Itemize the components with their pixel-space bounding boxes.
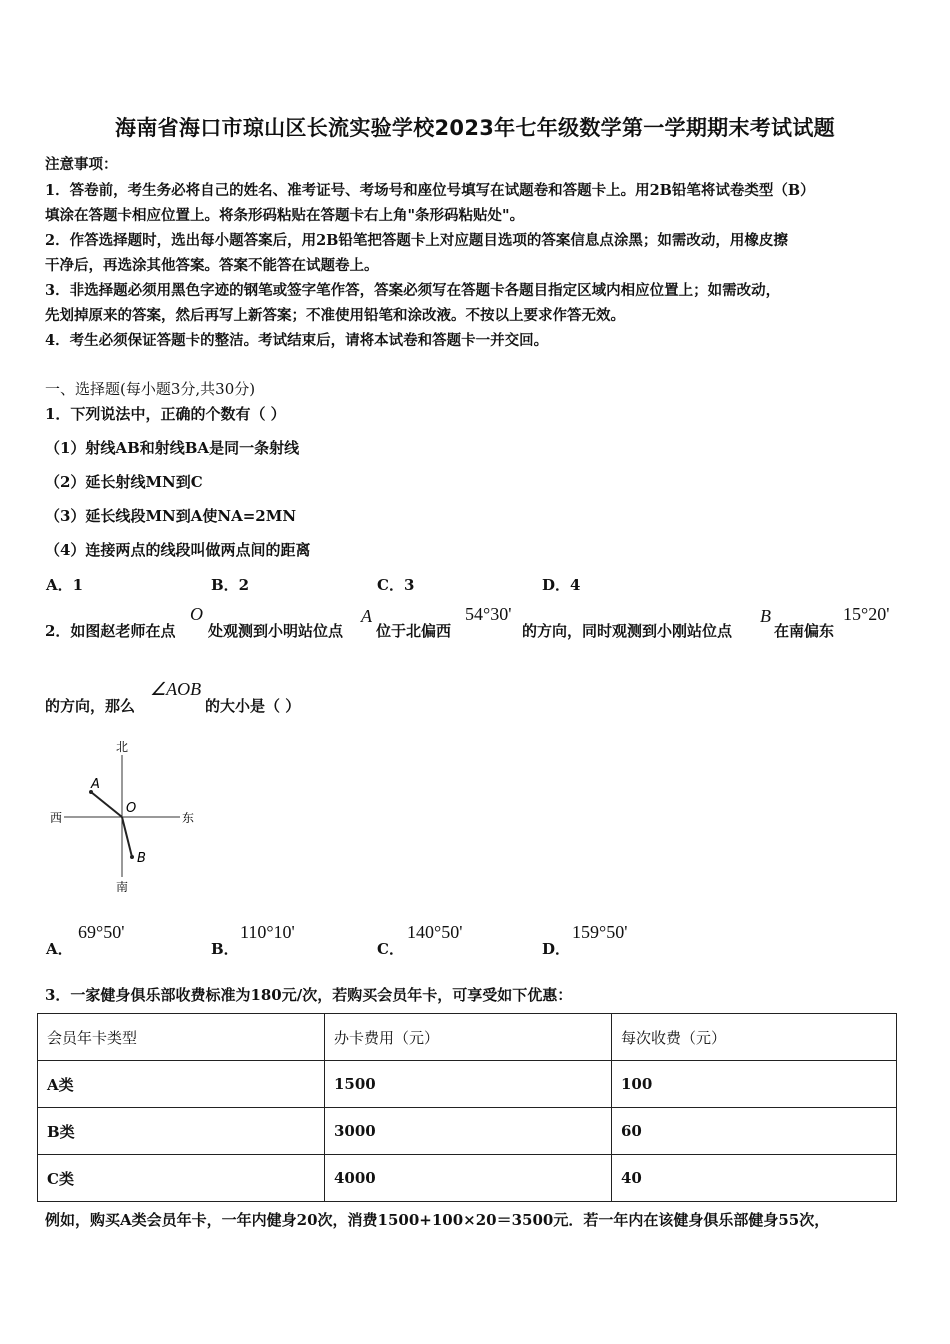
table-cell: C类 (38, 1155, 325, 1202)
q2-option-c-value: 140°50' (407, 922, 463, 942)
table-row (38, 1108, 897, 1155)
q2-angle-1: 54°30' (465, 604, 512, 624)
table-cell: 4000 (325, 1155, 612, 1202)
q2-text-3: 位于北偏西 (376, 622, 452, 640)
q1-option-a: A．1 (46, 576, 84, 594)
note-line: 4．考生必须保证答题卡的整洁。考试结束后，请将本试卷和答题卡一并交回。 (45, 332, 549, 349)
table-cell: 3000 (325, 1108, 612, 1155)
q2-text-1: 2．如图赵老师在点 (45, 622, 176, 640)
east-label: 东 (182, 811, 195, 825)
q2-text-6: 的方向，那么 (45, 697, 136, 715)
q1-option-c: C．3 (377, 576, 415, 594)
table-cell: 60 (612, 1108, 897, 1155)
q2-angle-name: ∠AOB (150, 679, 202, 699)
q2-option-a-value: 69°50' (78, 922, 125, 942)
q2-option-b-value: 110°10' (240, 922, 295, 942)
q2-option-a-letter: A． (46, 940, 73, 958)
table-cell: B类 (38, 1108, 325, 1155)
origin-label: O (126, 801, 137, 816)
west-label: 西 (50, 811, 63, 825)
q2-option-c-letter: C． (377, 940, 404, 958)
table-cell: 40 (612, 1155, 897, 1202)
q1-option-b: B．2 (211, 576, 250, 594)
note-line: 3．非选择题必须用黑色字迹的钢笔或签字笔作答，答案必须写在答题卡各题目指定区域内相应位置上；如需改动， (45, 282, 781, 299)
table-cell: A类 (38, 1061, 325, 1108)
table-row (38, 1061, 897, 1108)
fee-table (37, 1013, 897, 1202)
q2-text-5: 在南偏东 (774, 622, 835, 640)
q2-point-a: A (361, 606, 372, 626)
table-cell: 1500 (325, 1061, 612, 1108)
q2-option-d-letter: D． (542, 940, 571, 958)
point-b-label: B (137, 851, 146, 866)
north-label: 北 (116, 740, 129, 754)
note-line: 先划掉原来的答案，然后再写上新答案；不准使用铅笔和涂改液。不按以上要求作答无效。 (45, 307, 625, 324)
q2-point-o: O (190, 604, 203, 624)
q1-item: （2）延长射线MN到C (45, 473, 203, 491)
point-a-label: A (91, 777, 100, 792)
q3-example-text: 例如，购买A类会员年卡，一年内健身20次，消费1500+100×20＝3500元．若一年内在该健身俱乐部健身55次， (45, 1211, 830, 1229)
table-header-cell: 办卡费用（元） (325, 1014, 612, 1061)
q2-text-4: 的方向，同时观测到小刚站位点 (522, 622, 733, 640)
table-header-row (38, 1014, 897, 1061)
q1-item: （4）连接两点的线段叫做两点间的距离 (45, 541, 311, 559)
south-label: 南 (116, 880, 129, 894)
table-row (38, 1155, 897, 1202)
q1-option-d: D．4 (542, 576, 581, 594)
table-cell: 100 (612, 1061, 897, 1108)
compass-figure (40, 735, 210, 900)
section-heading: 一、选择题(每小题3分,共30分) (45, 380, 256, 398)
q1-stem: 1．下列说法中，正确的个数有（ ） (45, 405, 286, 423)
q2-point-b: B (760, 606, 771, 626)
ray-oa (91, 792, 122, 817)
note-line: 1．答卷前，考生务必将自己的姓名、准考证号、考场号和座位号填写在试题卷和答题卡上。用2B铅笔将试卷类型（B） (45, 182, 815, 199)
note-line: 2．作答选择题时，选出每小题答案后，用2B铅笔把答题卡上对应题目选项的答案信息点涂黑；如需改动，用橡皮擦 (45, 232, 788, 249)
q2-option-d-value: 159°50' (572, 922, 628, 942)
note-line: 填涂在答题卡相应位置上。将条形码粘贴在答题卡右上角"条形码粘贴处"。 (45, 207, 525, 224)
q2-angle-2: 15°20' (843, 604, 890, 624)
ray-ob (122, 817, 132, 857)
q2-option-b-letter: B． (211, 940, 239, 958)
table-header-cell: 会员年卡类型 (38, 1014, 325, 1061)
note-line: 干净后，再选涂其他答案。答案不能答在试题卷上。 (45, 257, 379, 274)
q1-item: （1）射线AB和射线BA是同一条射线 (45, 439, 300, 457)
point-b-dot (130, 855, 134, 859)
q3-stem: 3．一家健身俱乐部收费标准为180元/次，若购买会员年卡，可享受如下优惠： (45, 986, 573, 1004)
q2-text-7: 的大小是（ ） (205, 697, 301, 715)
q1-item: （3）延长线段MN到A使NA=2MN (45, 507, 297, 525)
page-title: 海南省海口市琼山区长流实验学校2023年七年级数学第一学期期末考试试题 (115, 116, 835, 140)
table-header-cell: 每次收费（元） (612, 1014, 897, 1061)
q2-text-2: 处观测到小明站位点 (208, 622, 344, 640)
notes-heading: 注意事项： (45, 156, 118, 173)
